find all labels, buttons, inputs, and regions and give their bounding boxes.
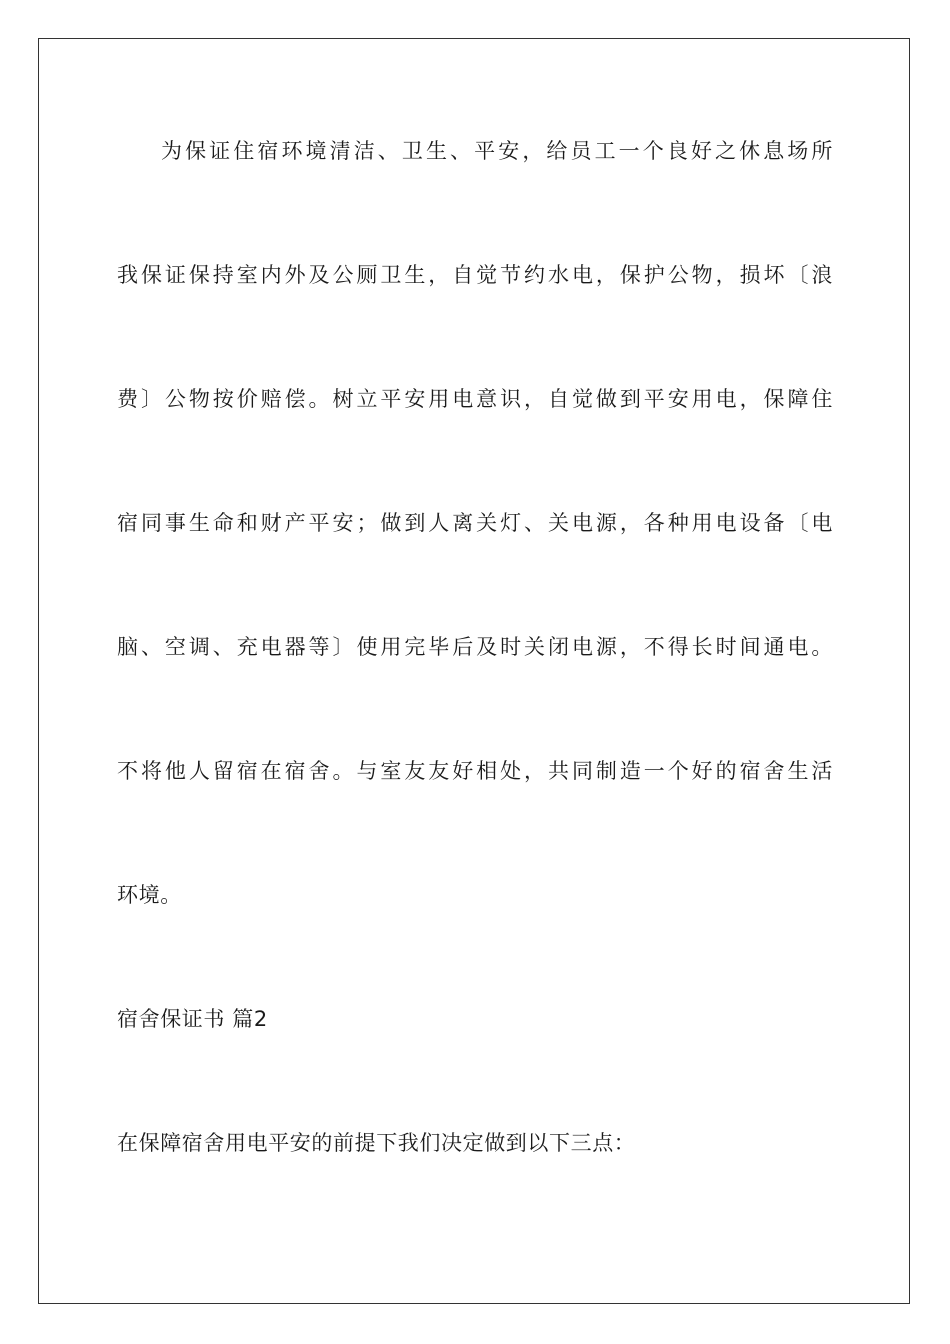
paragraph1-line-1: 为保证住宿环境清洁、卫生、平安，给员工一个良好之休息场所 (161, 139, 833, 163)
page-frame (38, 38, 910, 1304)
paragraph1-line-6: 不将他人留宿在宿舍。与室友友好相处，共同制造一个好的宿舍生活 (117, 759, 833, 783)
paragraph2: 在保障宿舍用电平安的前提下我们决定做到以下三点： (117, 1131, 636, 1155)
paragraph1-line-7: 环境。 (117, 883, 182, 907)
paragraph1-line-4: 宿同事生命和财产平安；做到人离关灯、关电源，各种用电设备〔电 (117, 511, 833, 535)
paragraph1-line-2: 我保证保持室内外及公厕卫生，自觉节约水电，保护公物，损坏〔浪 (117, 263, 833, 287)
paragraph1-line-3: 费〕公物按价赔偿。树立平安用电意识，自觉做到平安用电，保障住 (117, 387, 833, 411)
section-heading: 宿舍保证书 篇2 (117, 1007, 268, 1031)
paragraph1-line-5: 脑、空调、充电器等〕使用完毕后及时关闭电源，不得长时间通电。 (117, 635, 833, 659)
